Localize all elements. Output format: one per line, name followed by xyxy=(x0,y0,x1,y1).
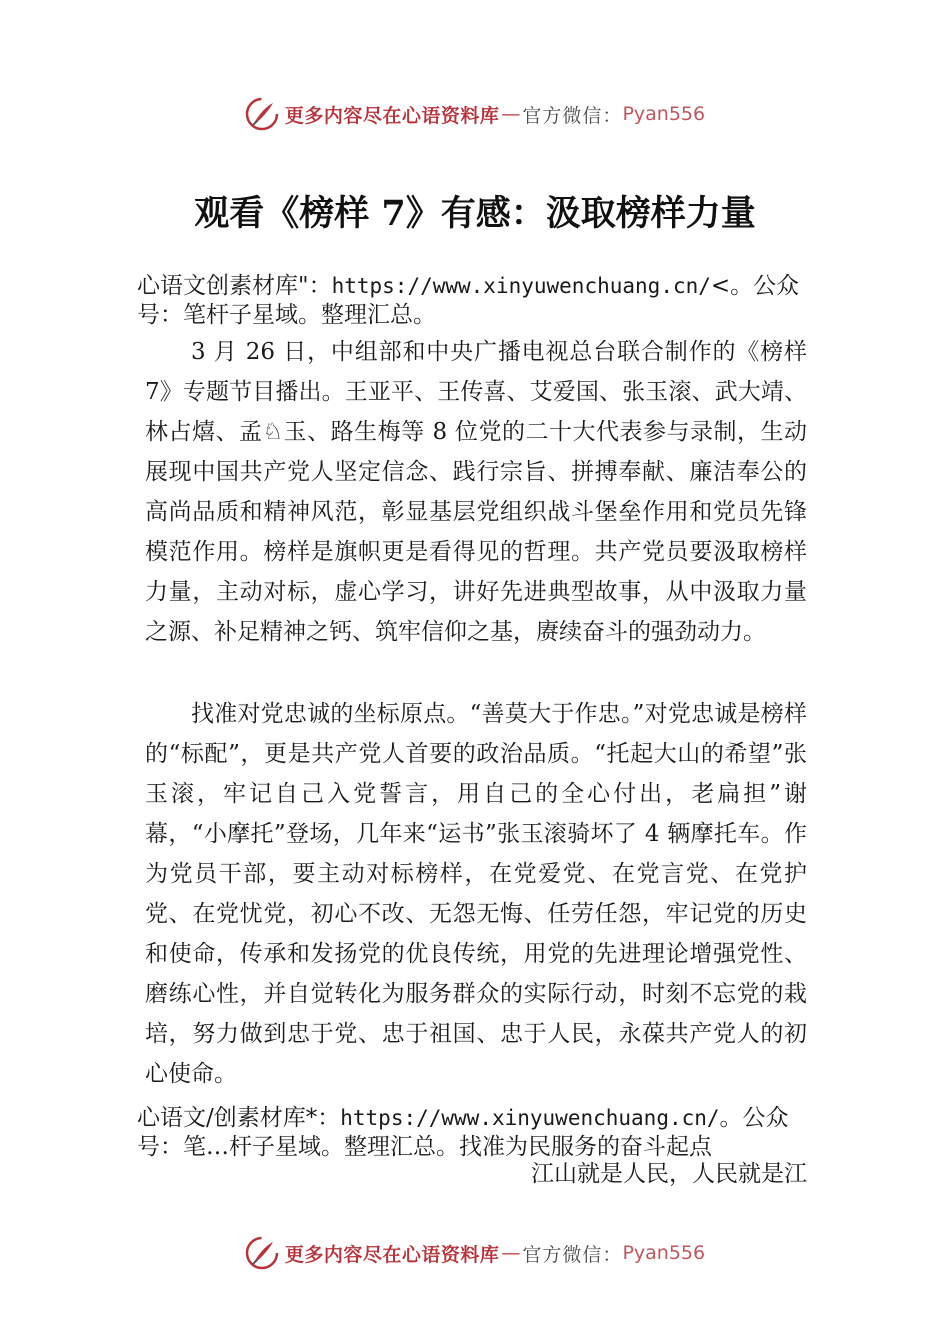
banner-handle: Pyan556 xyxy=(622,103,706,125)
source-note-suffix: <。公众号：笔杆子星域。整理汇总。 xyxy=(137,273,800,328)
banner-brand: 更多内容尽在心语资料库 xyxy=(284,1243,500,1266)
source-note-bottom xyxy=(137,1104,807,1162)
footer-banner xyxy=(0,1233,950,1273)
source-url: https://www.xinyuwenchuang.cn/ xyxy=(331,274,711,298)
banner-dash: — xyxy=(501,103,521,125)
quill-pen-logo-icon xyxy=(245,97,279,131)
continued-text: 江山就是人民，人民就是江 xyxy=(531,1161,807,1187)
body-paragraph-1: 3 月 26 日，中组部和中央广播电视总台联合制作的《榜样 7》专题节目播出。王亚平、王传喜、艾爱国、张玉滚、武大靖、林占熺、孟♘玉、路生梅等 8 位党的二十大代表参与录制，生动展现中国共产党人坚定信念、践行宗旨、拼搏奉献、廉洁奉公的高尚品质和精神风范，彰显基层党组织战斗堡垒作用和党员先锋模范作用。榜样是旗帜更是看得见的哲理。共产党员要汲取榜样力量，主动对标，虚心学习，讲好先进典型故事，从中汲取力量之源、补足精神之钙、筑牢信仰之基，赓续奋斗的强劲动力。 xyxy=(145,339,807,645)
banner-handle: Pyan556 xyxy=(622,1242,706,1264)
quill-pen-logo-icon xyxy=(245,1236,279,1270)
source-note-top xyxy=(137,272,807,330)
source-note-prefix: 心语文/创素材库*： xyxy=(137,1105,341,1131)
source-note-suffix: 。公众号：笔…杆子星域。整理汇总。找准为民服务的奋斗起点 xyxy=(137,1105,789,1160)
body-paragraph-2: 找准对党忠诚的坐标原点。“善莫大于作忠。”对党忠诚是榜样的“标配”，更是共产党人首要的政治品质。“托起大山的希望”张玉滚，牢记自己入党誓言，用自己的全心付出，老扁担”谢幕，“小摩托”登场，几年来“运书”张玉滚骑坏了 4 辆摩托车。作为党员干部，要主动对标榜样，在党爱党、在党言党、在党护党、在党忧党，初心不改、无怨无悔、任劳任怨，牢记党的历史和使命，传承和发扬党的优良传统，用党的先进理论增强党性、磨练心性，并自觉转化为服务群众的实际行动，时刻不忘党的栽培，努力做到忠于党、忠于祖国、忠于人民，永葆共产党人的初心使命。 xyxy=(145,701,807,1087)
banner-brand: 更多内容尽在心语资料库 xyxy=(284,104,500,127)
source-url: https://www.xinyuwenchuang.cn/ xyxy=(340,1106,720,1130)
banner-official-label: 官方微信： xyxy=(522,1243,623,1266)
header-banner xyxy=(0,94,950,134)
banner-official-label: 官方微信： xyxy=(522,104,623,127)
page-title: 观看《榜样 7》有感：汲取榜样力量 xyxy=(194,193,756,234)
banner-dash: — xyxy=(501,1242,521,1264)
source-note-prefix: 心语文创素材库"： xyxy=(137,273,332,299)
